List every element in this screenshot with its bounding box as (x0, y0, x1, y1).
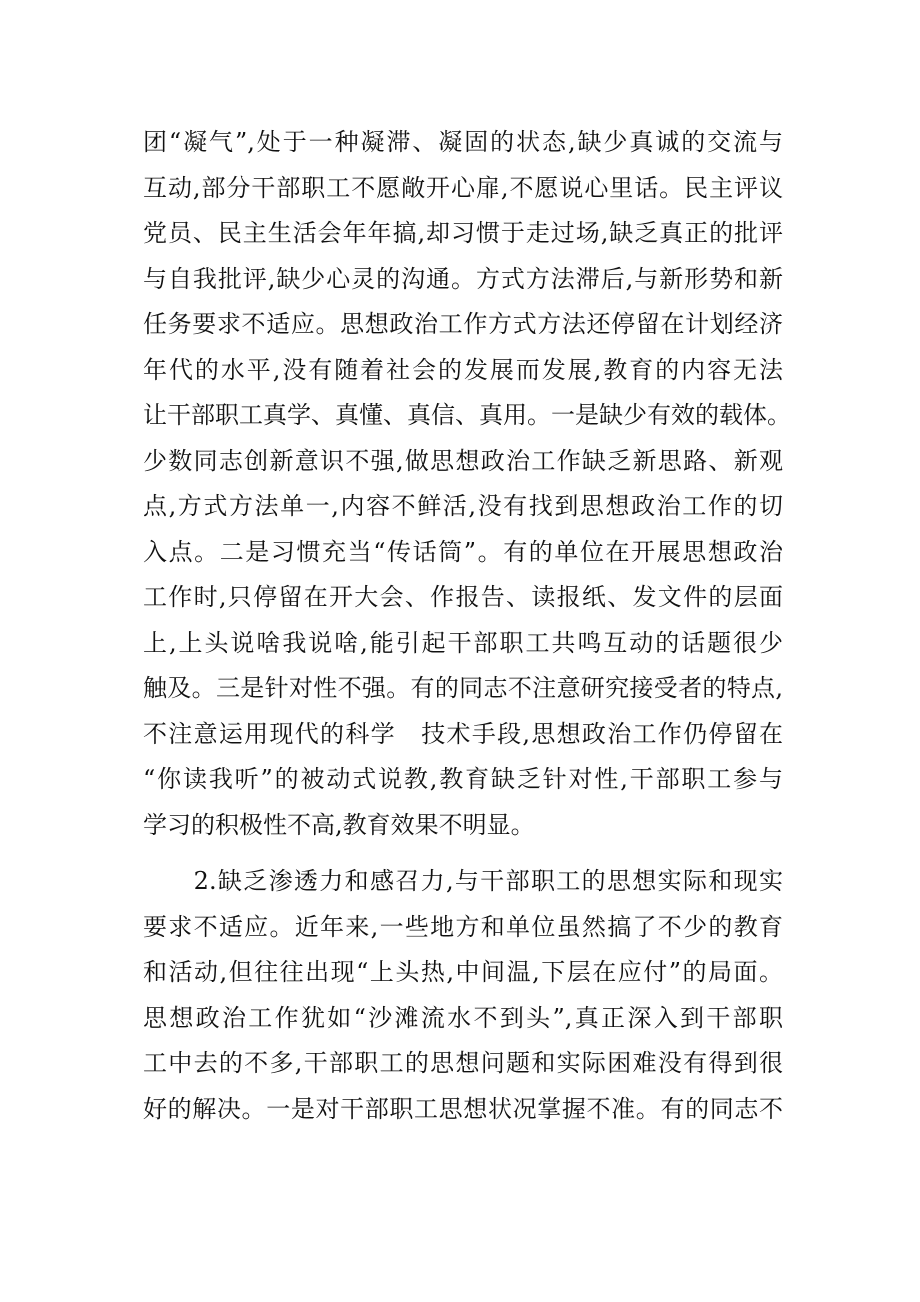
text-line: 互动,部分干部职工不愿敞开心扉,不愿说心里话。民主评议 (143, 173, 783, 202)
text-line: 思想政治工作犹如“沙滩流水不到头”,真正深入到干部职 (143, 1003, 783, 1032)
text-line: 任务要求不适应。思想政治工作方式方法还停留在计划经济 (143, 310, 783, 338)
text-line: 触及。三是针对性不强。有的同志不注意研究接受者的特点, (143, 674, 783, 702)
text-line: 让干部职工真学、真懂、真信、真用。一是缺少有效的载体。 (143, 401, 791, 429)
text-line: 年代的水平,没有随着社会的发展而发展,教育的内容无法 (143, 355, 783, 384)
text-line: 2.缺乏渗透力和感召力,与干部职工的思想实际和现实 (143, 867, 783, 895)
text-line: 与自我批评,缺少心灵的沟通。方式方法滞后,与新形势和新 (143, 264, 783, 293)
text-line: 上,上头说啥我说啥,能引起干部职工共鸣互动的话题很少 (143, 628, 783, 657)
paragraph-1 (143, 120, 791, 848)
text-line: 团“凝气”,处于一种凝滞、凝固的状态,缺少真诚的交流与 (143, 128, 783, 156)
text-line: 不注意运用现代的科学 技术手段,思想政治工作仍停留在 (143, 719, 783, 748)
text-line: 要求不适应。近年来,一些地方和单位虽然搞了不少的教育 (143, 912, 783, 941)
document-body (143, 120, 791, 1132)
text-line: 点,方式方法单一,内容不鲜活,没有找到思想政治工作的切 (143, 492, 783, 520)
text-line: “你读我听”的被动式说教,教育缺乏针对性,干部职工参与 (143, 765, 783, 793)
text-line: 工作时,只停留在开大会、作报告、读报纸、发文件的层面 (143, 583, 783, 611)
text-line: 党员、民主生活会年年搞,却习惯于走过场,缺乏真正的批评 (143, 219, 783, 247)
text-line: 工中去的不多,干部职工的思想问题和实际困难没有得到很 (143, 1049, 783, 1077)
paragraph-2 (143, 859, 783, 1132)
text-line: 学习的积极性不高,教育效果不明显。 (143, 810, 535, 839)
text-line: 好的解决。一是对干部职工思想状况掌握不准。有的同志不 (143, 1094, 783, 1123)
text-line: 少数同志创新意识不强,做思想政治工作缺乏新思路、新观 (143, 446, 783, 475)
text-line: 和活动,但往往出现“上头热,中间温,下层在应付”的局面。 (143, 958, 783, 986)
paragraph-gap (143, 848, 783, 859)
text-line: 入点。二是习惯充当“传话筒”。有的单位在开展思想政治 (143, 537, 783, 566)
